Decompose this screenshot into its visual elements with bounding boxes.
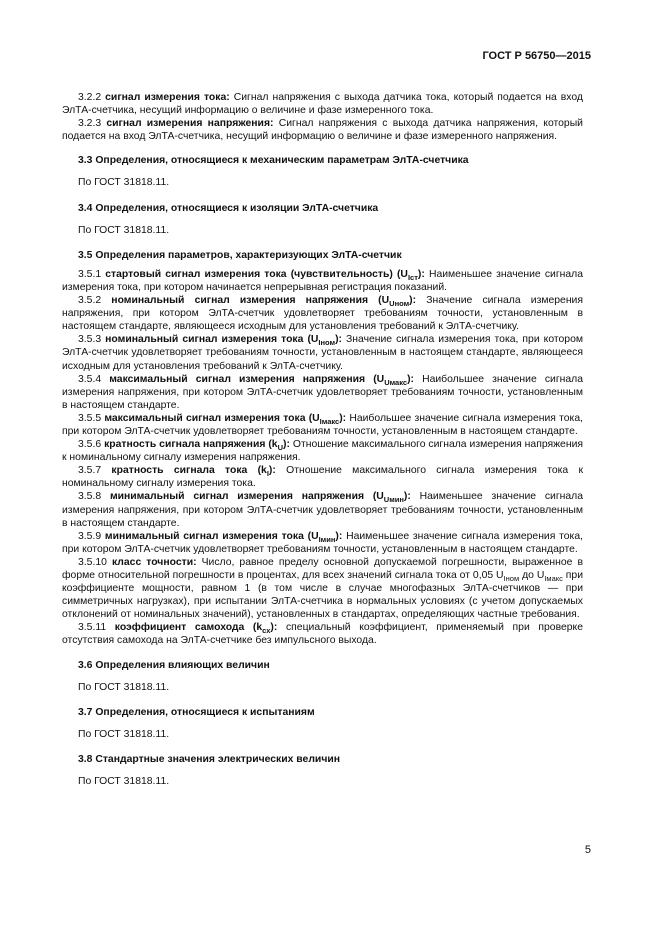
section-3-3-ref: По ГОСТ 31818.11.	[78, 177, 170, 189]
clause-3-5-9: 3.5.9 минимальный сигнал измерения тока $(U_{Iмин})$: Наименьшее значение сигнала измерения тока, при котором ЭлТА-счетчик удовлетворяет требованиям точности, установленным в настоящем стандарте.	[62, 530, 583, 555]
section-3-4-title: 3.4 Определения, относящиеся к изоляции ЭлТА-счетчика	[78, 202, 379, 214]
section-3-5-title: 3.5 Определения параметров, характеризующих ЭлТА-счетчик	[78, 249, 402, 261]
term: сигнал измерения тока:	[105, 92, 230, 103]
section-3-8-title: 3.8 Стандартные значения электрических величин	[78, 753, 341, 765]
section-3-6-ref: По ГОСТ 31818.11.	[78, 681, 170, 693]
clause-3-5-7: 3.5.7 кратность сигнала тока $(k_I)$: Отношение максимального сигнала измерения тока к номинальному сигналу измерения тока.	[62, 465, 583, 490]
clause-3-5-2: 3.5.2 номинальный сигнал измерения напряжения $(U_{Uном})$: Значение сигнала измерения напряжения, при котором ЭлТА-счетчик удовлетворяет требованиям точности, установленным в настоящем стандарте, являющееся исходным для установления требований к ЭлТА-счетчику.	[62, 295, 583, 333]
page-number: 5	[584, 844, 591, 856]
section-3-4-ref: По ГОСТ 31818.11.	[78, 224, 170, 236]
clause-3-5-3: 3.5.3 номинальный сигнал измерения тока $(U_{Iном})$: Значение сигнала измерения тока, при котором ЭлТА-счетчик удовлетворяет требованиям точности, установленным в настоящем стандарте, являющееся исходным для установления требований к ЭлТА-счетчику.	[62, 334, 583, 372]
section-3-7-title: 3.7 Определения, относящиеся к испытаниям	[78, 706, 315, 718]
clause-3-5-10: 3.5.10 класс точности: Число, равное пределу основной допускаемой погрешности, выраженное в форме относительной погрешности в процентах, для всех значений сигнала тока от 0,05 $U_{Iном}$ до $U_{Iмакс}$ при коэффициенте мощности, равном 1 (в том числе в случае многофазных ЭлТА-счетчиков — при симметричных нагрузках), при испытании ЭлТА-счетчика в нормальных условиях (с учетом допускаемых отклонений от номинальных значений), установленных в стандартах, определяющих частные требования.	[62, 556, 584, 621]
clause-3-5-5: 3.5.5 максимальный сигнал измерения тока $(U_{Iмакс})$: Наибольшее значение сигнала измерения тока, при котором ЭлТА-счетчик удовлетворяет требованиям точности, установленным в настоящем стандарте.	[62, 412, 583, 437]
clause-3-5-4: 3.5.4 максимальный сигнал измерения напряжения $(U_{Uмакс})$: Наибольшее значение сигнала измерения напряжения, при котором ЭлТА-счетчик удовлетворяет требованиям точности, установленным в настоящем стандарте.	[62, 373, 583, 411]
clause-3-5-1: 3.5.1 стартовый сигнал измерения тока (чувствительность) $(U_{Iст})$: Наименьшее значение сигнала измерения тока, при котором начинается непрерывная регистрация показаний.	[62, 268, 584, 293]
clause-3-5-6: 3.5.6 кратность сигнала напряжения $(k_U)$: Отношение максимального сигнала измерения напряжения к номинальному сигналу измерения напряжения.	[62, 439, 584, 464]
page-header: ГОСТ Р 56750—2015	[482, 50, 591, 62]
section-3-7-ref: По ГОСТ 31818.11.	[78, 728, 170, 740]
term: сигнал измерения напряжения:	[106, 118, 274, 130]
section-3-6-title: 3.6 Определения влияющих величин	[78, 659, 270, 671]
section-3-3-title: 3.3 Определения, относящиеся к механическим параметрам ЭлТА-счетчика	[78, 155, 469, 167]
document-body	[62, 91, 583, 800]
clause-3-5-8: 3.5.8 минимальный сигнал измерения напряжения $(U_{Uмин})$: Наименьшее значение сигнала измерения напряжения, при котором ЭлТА-счетчик удовлетворяет требованиям точности, установленным в настоящем стандарте.	[62, 491, 583, 529]
section-3-8-ref: По ГОСТ 31818.11.	[78, 776, 170, 788]
clause-3-2-2: 3.2.2 сигнал измерения тока: Сигнал напряжения с выхода датчика тока, который подается на вход ЭлТА-счетчика, несущий информацию о величине и фазе измеренного тока.	[62, 92, 583, 117]
clause-3-5-11: 3.5.11 коэффициент самохода $(k_{сх})$: специальный коэффициент, применяемый при проверке отсутствия самохода на ЭлТА-счетчике без импульсного выхода.	[62, 622, 583, 647]
clause-3-2-3: 3.2.3 сигнал измерения напряжения: Сигнал напряжения с выхода датчика напряжения, который подается на вход ЭлТА-счетчика, несущий информацию о величине и фазе измеренного напряжения.	[62, 118, 583, 143]
